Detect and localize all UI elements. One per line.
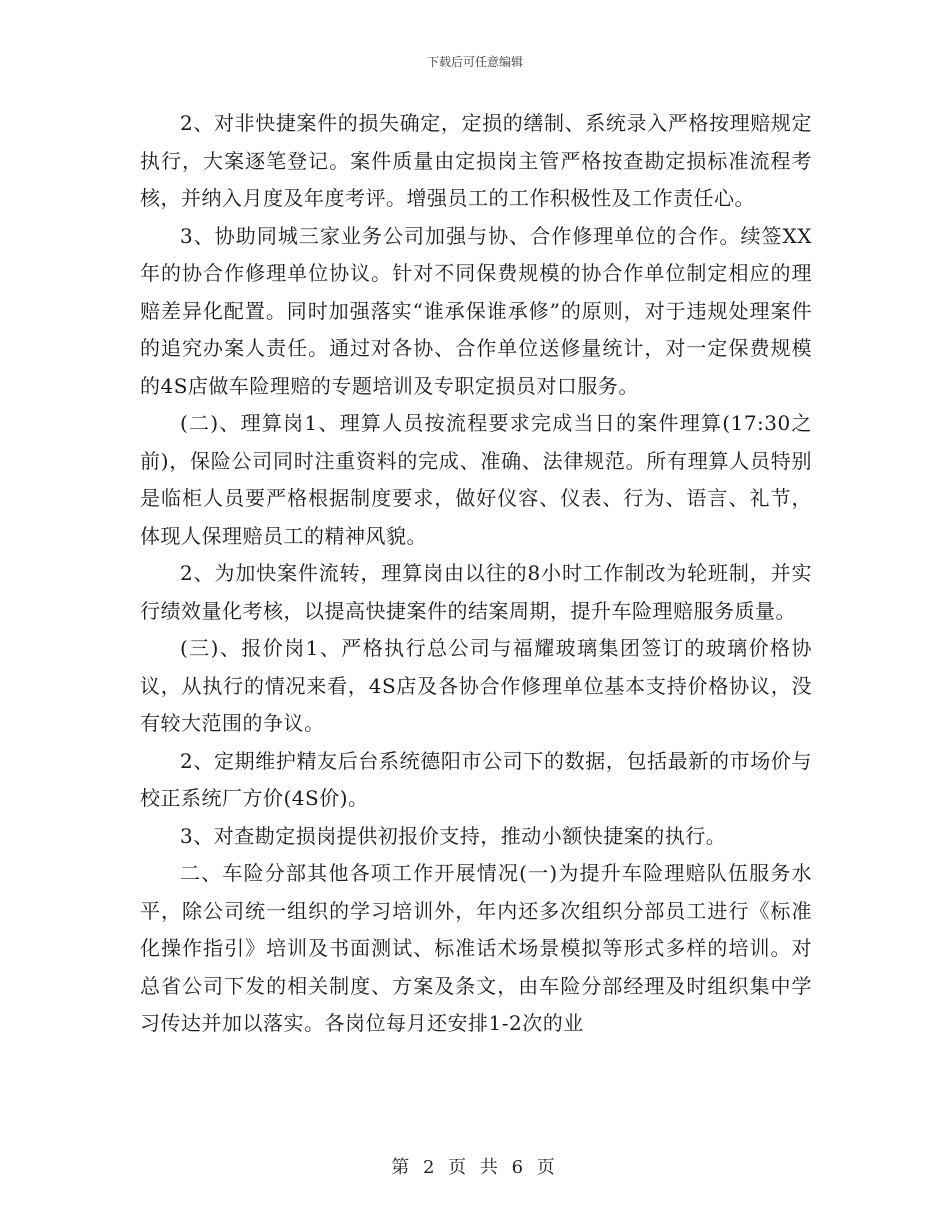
paragraph-6: 2、定期维护精友后台系统德阳市公司下的数据，包括最新的市场价与校正系统厂方价(4S价)。: [140, 748, 812, 810]
paragraph-1: 2、对非快捷案件的损失确定，定损的缮制、系统录入严格按理赔规定执行，大案逐笔登记。案件质量由定损岗主管严格按查勘定损标准流程考核，并纳入月度及年度考评。增强员工的工作积极性及工作责任心。: [140, 111, 812, 210]
document-body: [140, 105, 812, 1043]
paragraph-2: 3、协助同城三家业务公司加强与协、合作修理单位的合作。续签XX年的协合作修理单位协议。针对不同保费规模的协合作单位制定相应的理赔差异化配置。同时加强落实“谁承保谁承修”的原则，对于违规处理案件的追究办案人责任。通过对各协、合作单位送修量统计，对一定保费规模的4S店做车险理赔的专题培训及专职定损员对口服务。: [140, 223, 812, 398]
page-number: 第 2 页 共 6 页: [391, 1157, 559, 1178]
paragraph-8: 二、车险分部其他各项工作开展情况(一)为提升车险理赔队伍服务水平，除公司统一组织的学习培训外，年内还多次组织分部员工进行《标准化操作指引》培训及书面测试、标准话术场景模拟等形式多样的培训。对总省公司下发的相关制度、方案及条文，由车险分部经理及时组织集中学习传达并加以落实。各岗位每月还安排1-2次的业: [140, 861, 812, 1035]
paragraph-5: (三)、报价岗1、严格执行总公司与福耀玻璃集团签订的玻璃价格协议，从执行的情况来看，4S店及各协合作修理单位基本支持价格协议，没有较大范围的争议。: [140, 636, 812, 735]
paragraph-4: 2、为加快案件流转，理算岗由以往的8小时工作制改为轮班制，并实行绩效量化考核，以提高快捷案件的结案周期，提升车险理赔服务质量。: [140, 561, 812, 623]
page-header-note: 下载后可任意编辑: [426, 55, 523, 69]
paragraph-7: 3、对查勘定损岗提供初报价支持，推动小额快捷案的执行。: [180, 823, 727, 848]
paragraph-3: (二)、理算岗1、理算人员按流程要求完成当日的案件理算(17:30之前)，保险公司同时注重资料的完成、准确、法律规范。所有理算人员特别是临柜人员要严格根据制度要求，做好仪容、仪表、行为、语言、礼节，体现人保理赔员工的精神风貌。: [140, 411, 812, 548]
